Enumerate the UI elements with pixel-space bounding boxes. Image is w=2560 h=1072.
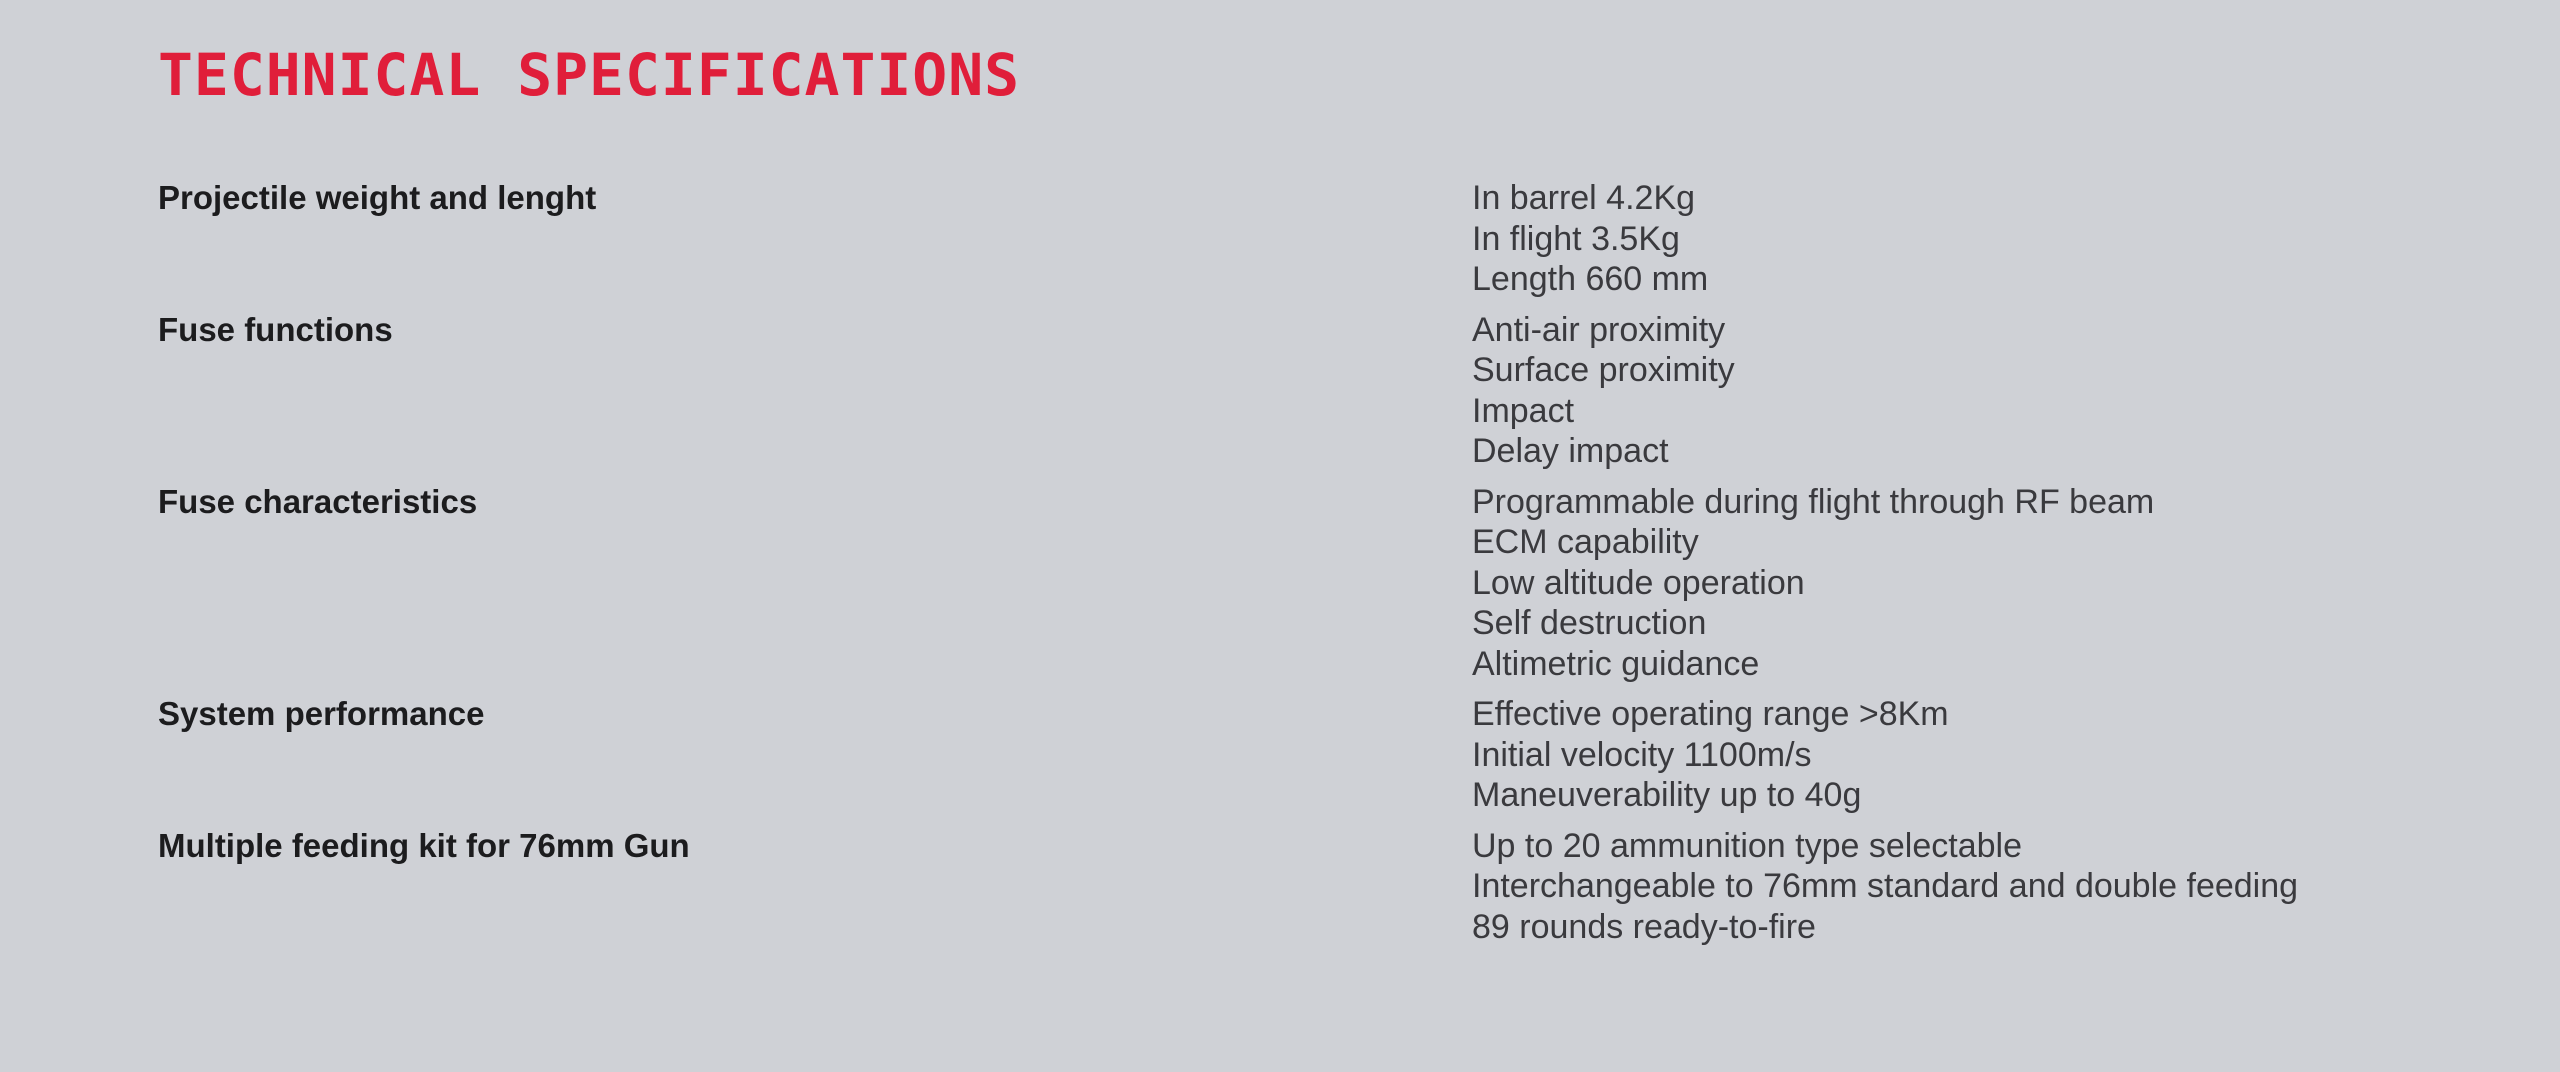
- spec-value: In flight 3.5Kg: [1472, 219, 1680, 258]
- spec-value: Maneuverability up to 40g: [1472, 776, 1862, 814]
- spec-row-system-performance: [158, 694, 2418, 816]
- spec-row-feeding-kit: [158, 826, 2418, 948]
- spec-label: Fuse characteristics: [158, 482, 478, 520]
- spec-value: Effective operating range >8Km: [1472, 695, 1949, 733]
- spec-value: In barrel 4.2Kg: [1472, 179, 1696, 217]
- spec-value: Delay impact: [1472, 432, 1669, 470]
- spec-value: Length 660 mm: [1472, 260, 1709, 298]
- spec-row-fuse-characteristics: [158, 482, 2418, 685]
- spec-label: Fuse functions: [158, 310, 393, 348]
- spec-value: Up to 20 ammunition type selectable: [1472, 826, 2022, 865]
- spec-value: Anti-air proximity: [1472, 310, 1726, 349]
- spec-label: System performance: [158, 695, 485, 732]
- spec-value: ECM capability: [1472, 523, 1699, 561]
- spec-value: 89 rounds ready-to-fire: [1472, 907, 1816, 946]
- spec-label: Multiple feeding kit for 76mm Gun: [158, 826, 690, 864]
- spec-value: Impact: [1472, 391, 1575, 430]
- spec-values: [1472, 694, 2418, 816]
- spec-values: [1472, 826, 2418, 948]
- spec-values: [1472, 310, 2418, 472]
- spec-sheet: [158, 0, 2418, 1072]
- spec-value: Programmable during flight through RF beam: [1472, 482, 2155, 521]
- spec-value: Interchangeable to 76mm standard and double feeding: [1472, 867, 2299, 905]
- spec-row-projectile: [158, 178, 2418, 300]
- spec-values: [1472, 178, 2418, 300]
- spec-label: Projectile weight and lenght: [158, 179, 597, 216]
- specifications-table: [158, 178, 2418, 957]
- spec-values: [1472, 482, 2418, 685]
- page-title: TECHNICAL SPECIFICATIONS: [158, 41, 1021, 109]
- spec-value: Low altitude operation: [1472, 563, 1805, 602]
- spec-value: Altimetric guidance: [1472, 644, 1760, 683]
- spec-value: Self destruction: [1472, 604, 1707, 642]
- spec-value: Initial velocity 1100m/s: [1472, 735, 1812, 774]
- spec-row-fuse-functions: [158, 310, 2418, 472]
- spec-value: Surface proximity: [1472, 351, 1735, 389]
